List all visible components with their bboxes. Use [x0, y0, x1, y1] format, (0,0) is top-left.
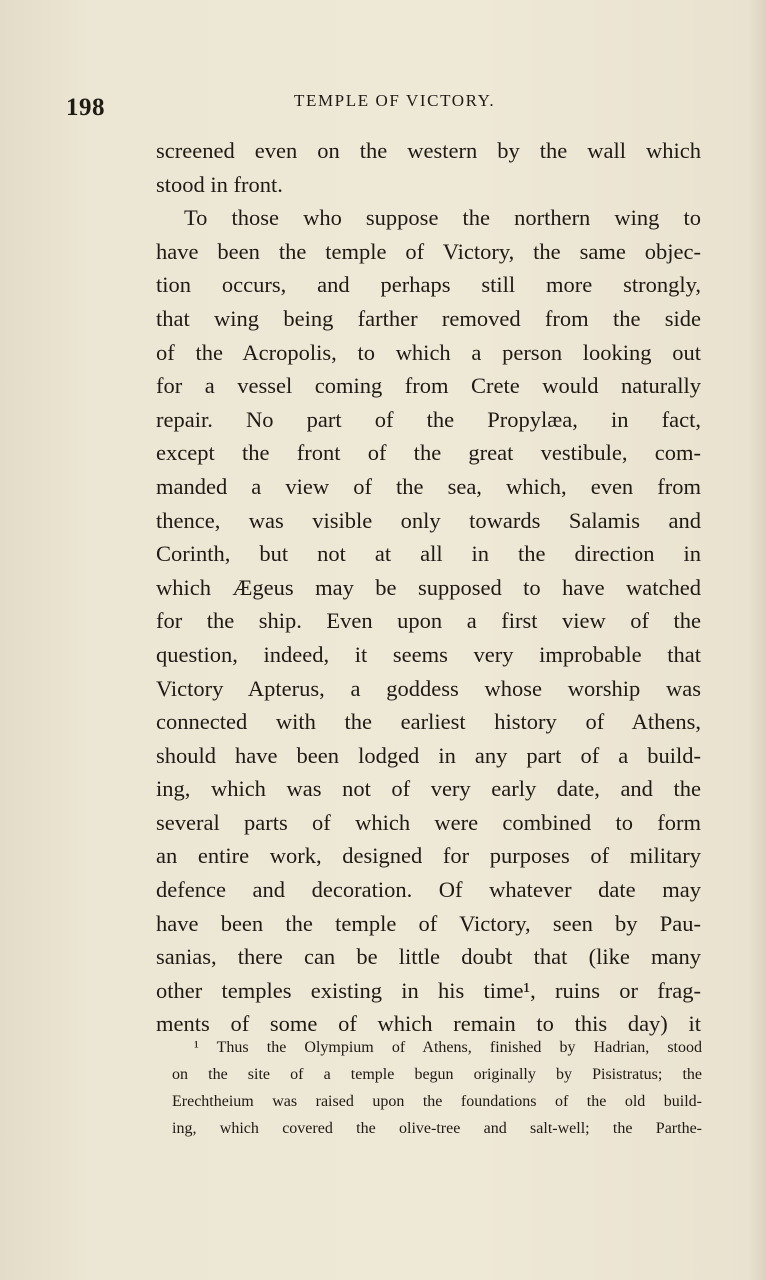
text-line: thence, was visible only towards Salamis and — [156, 507, 701, 533]
text-line: Corinth, but not at all in the direction in — [156, 541, 701, 567]
body-text — [156, 134, 701, 1041]
text-line: for the ship. Even upon a first view of the — [156, 608, 701, 634]
text-line: screened even on the western by the wall which — [156, 138, 701, 163]
footnote-line: ¹ Thus the Olympium of Athens, finished by Hadrian, stood — [194, 1039, 702, 1056]
text-line: have been the temple of Victory, seen by Pau- — [156, 910, 701, 936]
text-line: manded a view of the sea, which, even from — [156, 473, 701, 499]
footnote-line: on the site of a temple begun originally by Pisistratus; the — [172, 1066, 702, 1083]
text-line: stood in front. — [156, 171, 283, 197]
text-line: several parts of which were combined to form — [156, 809, 701, 835]
text-line: for a vessel coming from Crete would naturally — [156, 373, 701, 399]
page-header — [66, 88, 716, 122]
text-line: tion occurs, and perhaps still more strongly, — [156, 272, 701, 298]
text-line: To those who suppose the northern wing to — [184, 205, 701, 231]
text-line: sanias, there can be little doubt that (like many — [156, 944, 701, 970]
footnote-line: Erechtheium was raised upon the foundations of the old build- — [172, 1093, 702, 1110]
text-line: have been the temple of Victory, the same objec- — [156, 238, 701, 264]
footnotes — [172, 1034, 702, 1142]
text-line: except the front of the great vestibule, com- — [156, 440, 701, 466]
text-line: an entire work, designed for purposes of military — [156, 843, 701, 869]
text-line: defence and decoration. Of whatever date may — [156, 877, 701, 903]
text-line: Victory Apterus, a goddess whose worship was — [156, 675, 701, 701]
text-line: other temples existing in his time¹, ruins or frag- — [156, 977, 701, 1003]
text-line: question, indeed, it seems very improbable that — [156, 641, 701, 667]
running-head: TEMPLE OF VICTORY. — [294, 91, 496, 110]
footnote-line: ing, which covered the olive-tree and salt-well; the Parthe- — [172, 1120, 702, 1137]
text-line: of the Acropolis, to which a person looking out — [156, 339, 701, 365]
text-line: ments of some of which remain to this day) it — [156, 1011, 701, 1037]
text-line: that wing being farther removed from the side — [156, 305, 701, 331]
page-number: 198 — [66, 94, 105, 121]
text-line: connected with the earliest history of Athens, — [156, 709, 701, 735]
text-line: which Ægeus may be supposed to have watched — [156, 574, 701, 600]
text-line: ing, which was not of very early date, and the — [156, 776, 701, 802]
text-line: should have been lodged in any part of a build- — [156, 742, 701, 768]
text-line: repair. No part of the Propylæa, in fact, — [156, 406, 701, 432]
